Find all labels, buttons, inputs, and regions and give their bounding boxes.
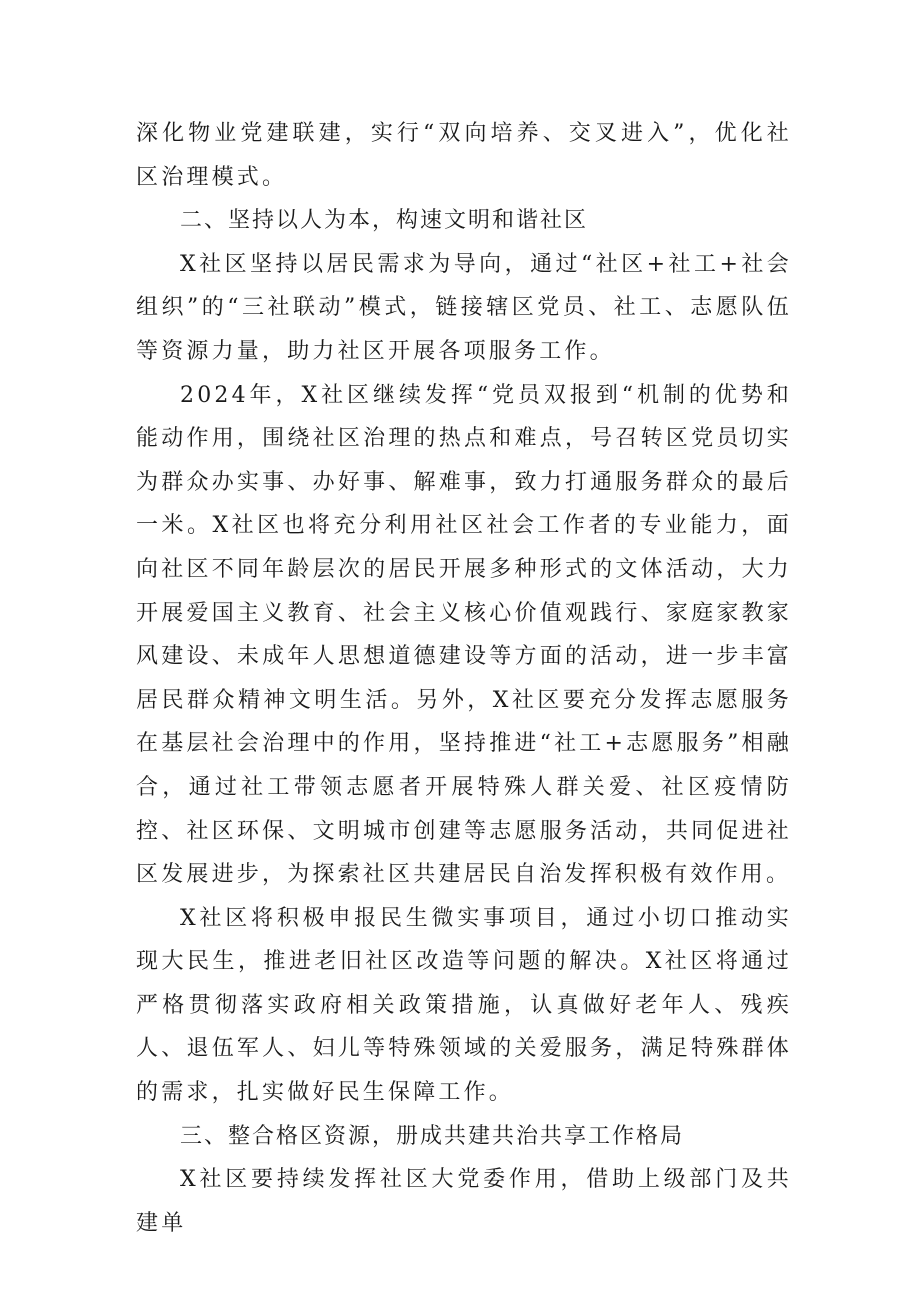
document-page bbox=[136, 112, 792, 1245]
paragraph-2024-plan: 2024年，X社区继续发挥“党员双报到“机制的优势和能动作用，围绕社区治理的热点和难点，号召转区党员切实为群众办实事、办好事、解难事，致力打通服务群众的最后一米。X社区也将充分利用社区社会工作者的专业能力，面向社区不同年龄层次的居民开展多种形式的文体活动，大力开展爱国主义教育、社会主义核心价值观践行、家庭家教家风建设、未成年人思想道德建设等方面的活动，进一步丰富居民群众精神文明生活。另外，X社区要充分发挥志愿服务在基层社会治理中的作用，坚持推进“社工+志愿服务”相融合，通过社工带领志愿者开展特殊人群关爱、社区疫情防控、社区环保、文明城市创建等志愿服务活动，共同促进社区发展进步，为探索社区共建居民自治发挥积极有效作用。 bbox=[136, 382, 792, 888]
paragraph-livelihood-projects: X社区将积极申报民生微实事项目，通过小切口推动实现大民生，推进老旧社区改造等问题的解决。X社区将通过严格贯彻落实政府相关政策措施，认真做好老年人、残疾人、退伍军人、妇儿等特殊领域的关爱服务，满足特殊群体的需求，扎实做好民生保障工作。 bbox=[136, 905, 792, 1106]
paragraph-party-committee: X社区要持续发挥社区大党委作用，借助上级部门及共建单 bbox=[136, 1167, 792, 1236]
paragraph-intro-continuation: 深化物业党建联建，实行“双向培养、交叉进入”，优化社区治理模式。 bbox=[136, 121, 792, 190]
section-heading-2: 二、坚持以人为本，构速文明和谐社区 bbox=[180, 208, 589, 234]
paragraph-three-social-linkage: X社区坚持以居民需求为导向，通过“社区+社工+社会组织”的“三社联动”模式，链接辖区党员、社工、志愿队伍等资源力量，助力社区开展各项服务工作。 bbox=[136, 251, 792, 364]
section-heading-3: 三、整合格区资源，册成共建共治共享工作格局 bbox=[180, 1123, 685, 1149]
